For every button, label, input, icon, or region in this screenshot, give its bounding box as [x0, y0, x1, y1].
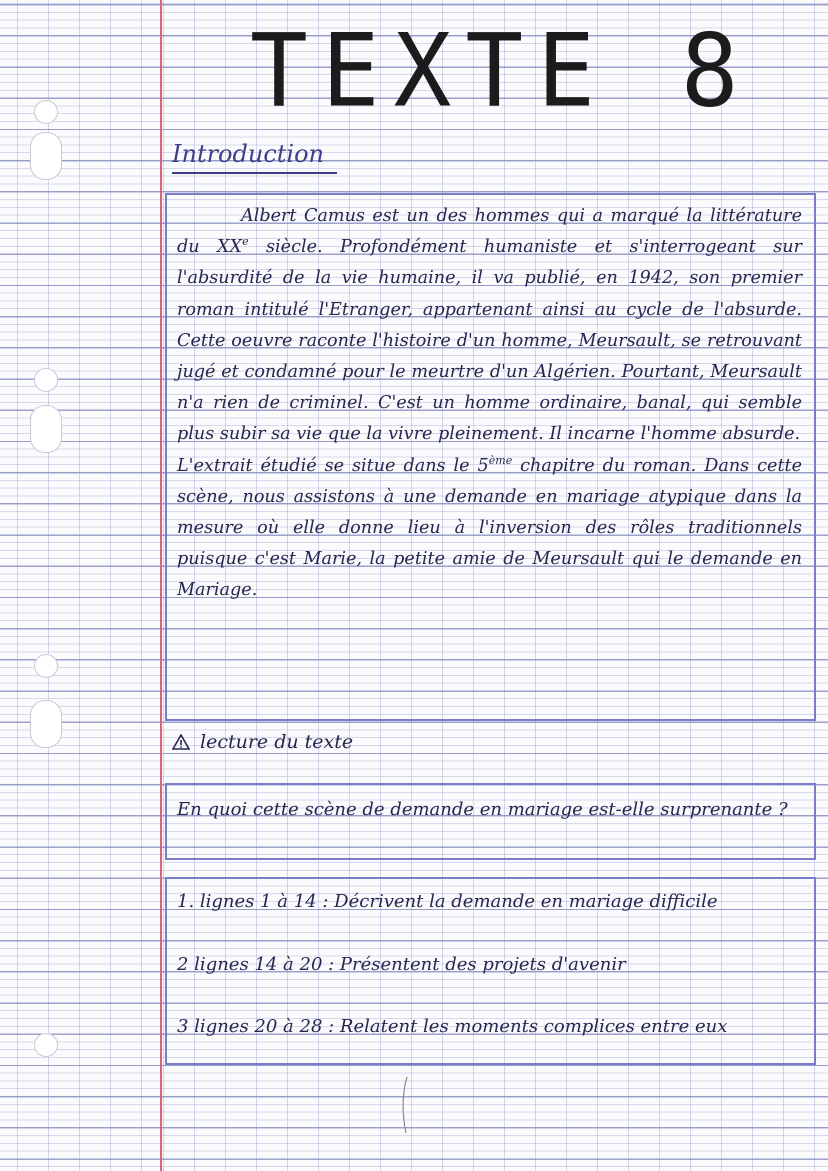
- plan-box: [165, 877, 816, 1065]
- binder-hole: [34, 1033, 58, 1057]
- plan-item: 3 lignes 20 à 28 : Relatent les moments complices entre eux: [177, 1016, 728, 1037]
- plan-item: 1. lignes 1 à 14 : Décrivent la demande en mariage difficile: [177, 891, 718, 912]
- binder-slot: [30, 405, 62, 453]
- problematic-box: [165, 783, 816, 860]
- binder-hole: [34, 368, 58, 392]
- page-title: TEXTE 8: [250, 12, 753, 130]
- section-heading: Introduction: [172, 140, 324, 168]
- warning-icon: [172, 734, 190, 750]
- intro-paragraph: L'extrait étudié se situe dans le 5ème chapitre du roman. Dans cette scène, nous assistons à une demande en mariage atypique dans la mesure où elle donne lieu à l'inversion des rôles traditionnels puisque c'est Marie, la petite amie de Meursault qui le demande en Mariage.: [177, 453, 802, 601]
- binder-hole: [34, 654, 58, 678]
- lecture-heading: [172, 731, 353, 753]
- binder-hole: [34, 100, 58, 124]
- introduction-box: [165, 193, 816, 721]
- page-margin-line: [160, 0, 162, 1171]
- problematic-text: En quoi cette scène de demande en mariage est-elle surprenante ?: [177, 799, 788, 820]
- pencil-stroke: [398, 1075, 412, 1135]
- plan-item: 2 lignes 14 à 20 : Présentent des projets d'avenir: [177, 954, 626, 975]
- heading-underline: [172, 172, 337, 174]
- lecture-label: lecture du texte: [200, 731, 354, 753]
- binder-slot: [30, 700, 62, 748]
- binder-slot: [30, 132, 62, 180]
- intro-paragraph: Albert Camus est un des hommes qui a marqué la littérature du XXe siècle. Profondément humaniste et s'interrogeant sur l'absurdité de la vie humaine, il va publié, en 1942, son premier roman intitulé l'Etranger, appartenant ainsi au cycle de l'absurde. Cette oeuvre raconte l'histoire d'un homme, Meursault, se retrouvant jugé et condamné pour le meurtre d'un Algérien. Pourtant, Meursault n'a rien de criminel. C'est un homme ordinaire, banal, qui semble plus subir sa vie que la vivre pleinement. Il incarne l'homme absurde.: [177, 206, 802, 445]
